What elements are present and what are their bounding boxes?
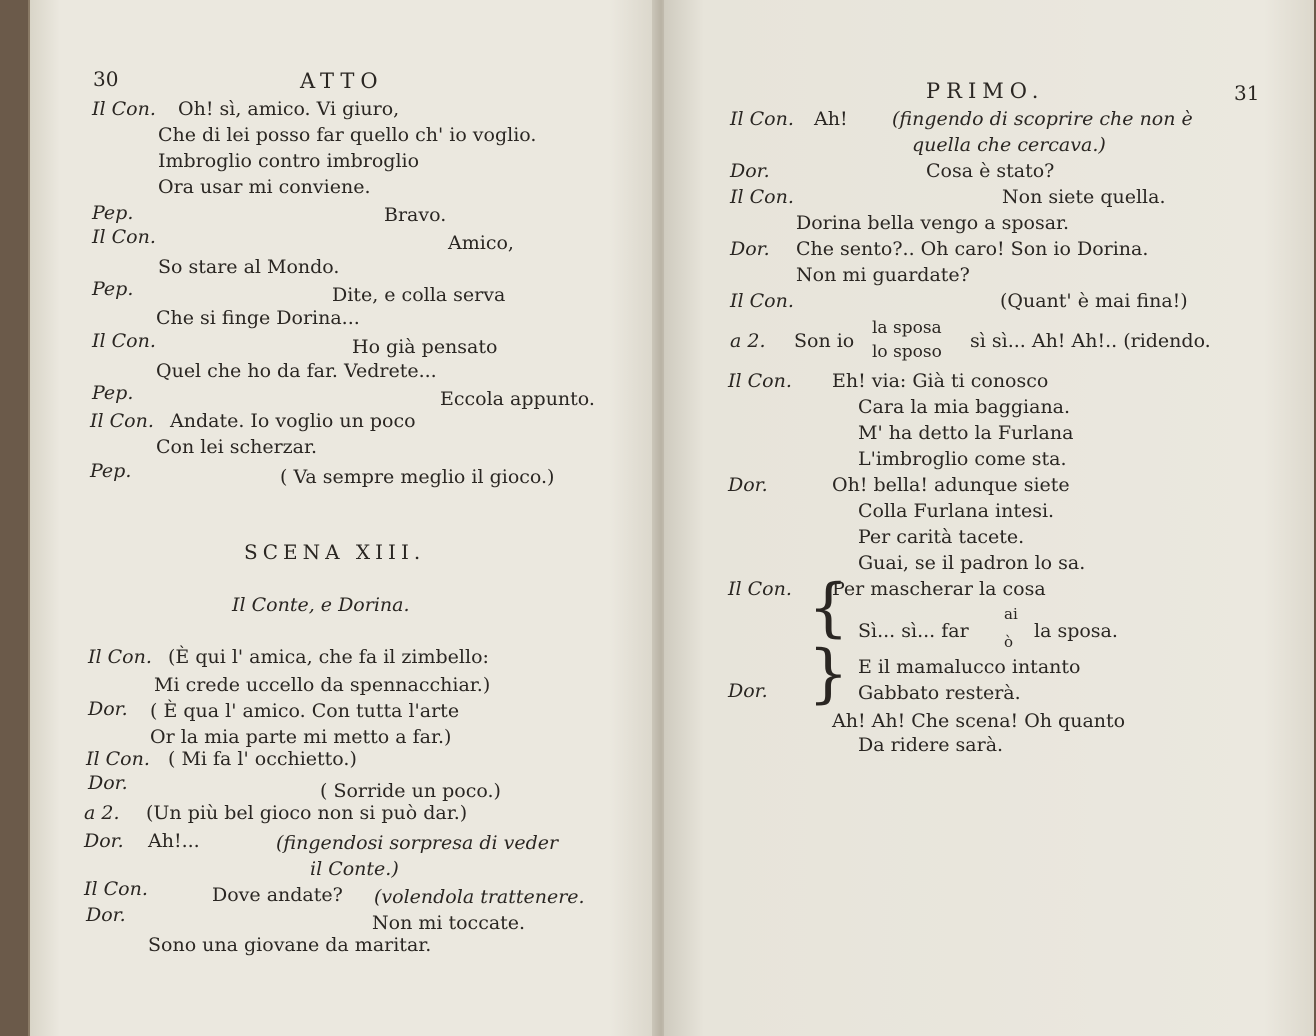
verse-line: Guai, se il padron lo sa. xyxy=(858,552,1086,574)
speaker: Il Con. xyxy=(730,108,794,130)
speaker: Il Con. xyxy=(86,748,150,770)
scene-title: SCENA XIII. xyxy=(244,540,426,564)
verse-line: Bravo. xyxy=(384,204,447,226)
verse-line: Ah! xyxy=(814,108,848,130)
running-head-right: PRIMO. xyxy=(926,79,1045,103)
speaker: Dor. xyxy=(88,698,128,720)
speaker: Il Con. xyxy=(92,330,156,352)
speaker: Dor. xyxy=(730,160,770,182)
verse-line: Cara la mia baggiana. xyxy=(858,396,1071,418)
speaker: Il Con. xyxy=(90,410,154,432)
speaker: Dor. xyxy=(728,474,768,496)
verse-line: Oh! sì, amico. Vi giuro, xyxy=(178,98,400,120)
speaker: Pep. xyxy=(92,382,134,404)
verse-line: E il mamalucco intanto xyxy=(858,656,1081,678)
verse-line: Sì... sì... far xyxy=(858,620,969,642)
verse-line: Amico, xyxy=(448,232,514,254)
verse-line: Cosa è stato? xyxy=(926,160,1055,182)
page-number-right: 31 xyxy=(1234,81,1260,105)
verse-line: Eh! via: Già ti conosco xyxy=(832,370,1049,392)
speaker: Il Con. xyxy=(728,578,792,600)
speaker: Pep. xyxy=(92,278,134,300)
stacked-option: ò xyxy=(1004,633,1014,651)
speaker: Il Con. xyxy=(92,98,156,120)
verse-line: Ah! Ah! Che scena! Oh quanto xyxy=(832,710,1126,732)
verse-line: Eccola appunto. xyxy=(440,388,595,410)
verse-line: Con lei scherzar. xyxy=(156,436,318,458)
verse-line: Imbroglio contro imbroglio xyxy=(158,150,420,172)
stage-direction: (fingendosi sorpresa di veder xyxy=(276,832,559,854)
verse-line: ( Va sempre meglio il gioco.) xyxy=(280,466,555,488)
verse-line: Non mi guardate? xyxy=(796,264,970,286)
verse-line: Or la mia parte mi metto a far.) xyxy=(150,726,452,748)
verse-line: Da ridere sarà. xyxy=(858,734,1004,756)
verse-line: Sono una giovane da maritar. xyxy=(148,934,432,956)
verse-line: ( Sorride un poco.) xyxy=(320,780,501,802)
stage-direction: (fingendo di scoprire che non è xyxy=(892,108,1193,130)
verse-line: ( Mi fa l' occhietto.) xyxy=(168,748,357,770)
verse-line: Andate. Io voglio un poco xyxy=(170,410,416,432)
verse-line: So stare al Mondo. xyxy=(158,256,340,278)
page-number-left: 30 xyxy=(93,67,119,91)
speaker: Il Con. xyxy=(84,878,148,900)
verse-line: ( È qua l' amico. Con tutta l'arte xyxy=(150,700,460,722)
verse-line: Oh! bella! adunque siete xyxy=(832,474,1070,496)
stacked-option: lo sposo xyxy=(872,342,942,362)
verse-line: (È qui l' amica, che fa il zimbello: xyxy=(168,646,489,668)
speaker: Il Con. xyxy=(730,186,794,208)
speaker: a 2. xyxy=(84,802,120,824)
speaker: Il Con. xyxy=(92,226,156,248)
stage-direction: il Conte.) xyxy=(310,858,399,880)
verse-line: Quel che ho da far. Vedrete... xyxy=(156,360,437,382)
verse-line: Non mi toccate. xyxy=(372,912,526,934)
verse-line: Dorina bella vengo a sposar. xyxy=(796,212,1070,234)
verse-line: Son io xyxy=(794,330,855,352)
verse-line: Dite, e colla serva xyxy=(332,284,506,306)
verse-line: Colla Furlana intesi. xyxy=(858,500,1055,522)
verse-line: Ho già pensato xyxy=(352,336,498,358)
speaker: Dor. xyxy=(730,238,770,260)
speaker: Pep. xyxy=(90,460,132,482)
stage-direction: quella che cercava.) xyxy=(912,134,1106,156)
speaker: Dor. xyxy=(86,904,126,926)
scene-cast: Il Conte, e Dorina. xyxy=(232,594,410,616)
speaker: Il Con. xyxy=(730,290,794,312)
stacked-option: la sposa xyxy=(872,318,942,338)
speaker: Dor. xyxy=(88,772,128,794)
speaker: Dor. xyxy=(728,680,768,702)
verse-line: Per mascherar la cosa xyxy=(832,578,1046,600)
speaker: a 2. xyxy=(730,330,766,352)
stacked-option: ai xyxy=(1004,605,1018,623)
verse-line: Gabbato resterà. xyxy=(858,682,1021,704)
verse-line: (Quant' è mai fina!) xyxy=(1000,290,1188,312)
verse-line: M' ha detto la Furlana xyxy=(858,422,1074,444)
verse-line: Che sento?.. Oh caro! Son io Dorina. xyxy=(796,238,1149,260)
stage-direction: (volendola trattenere. xyxy=(374,886,585,908)
verse-line: (Un più bel gioco non si può dar.) xyxy=(146,802,468,824)
verse-line: la sposa. xyxy=(1034,620,1118,642)
running-head-left: ATTO xyxy=(300,69,384,93)
verse-line: L'imbroglio come sta. xyxy=(858,448,1067,470)
verse-line: Che si finge Dorina... xyxy=(156,307,360,329)
brace-symbol: { xyxy=(808,571,849,645)
verse-line: sì sì... Ah! Ah!.. (ridendo. xyxy=(970,330,1211,352)
speaker: Il Con. xyxy=(728,370,792,392)
verse-line: Non siete quella. xyxy=(1002,186,1166,208)
verse-line: Ah!... xyxy=(148,830,200,852)
verse-line: Per carità tacete. xyxy=(858,526,1025,548)
verse-line: Dove andate? xyxy=(212,884,343,906)
verse-line: Che di lei posso far quello ch' io voglio. xyxy=(158,124,537,146)
speaker: Pep. xyxy=(92,202,134,224)
speaker: Dor. xyxy=(84,830,124,852)
brace-symbol: } xyxy=(808,637,849,711)
verse-line: Mi crede uccello da spennacchiar.) xyxy=(154,674,491,696)
verse-line: Ora usar mi conviene. xyxy=(158,176,371,198)
speaker: Il Con. xyxy=(88,646,152,668)
